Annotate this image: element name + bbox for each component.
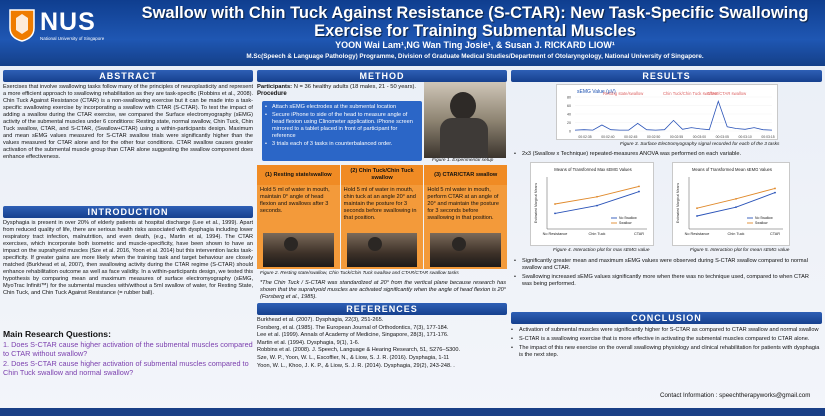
chart-annotation: Resting state/swallow	[603, 91, 644, 96]
participant-body-silhouette	[440, 118, 488, 158]
reference-item: Robbins et al. (2008). J. Speech, Language & Hearing Research, 51, S276–S300.	[257, 347, 461, 354]
mean-semg-chart	[672, 162, 790, 246]
condition-photo	[430, 233, 501, 267]
logo-subtitle: National University of Singapore	[40, 36, 105, 41]
condition-text: Hold 5 ml water in mouth, perform CTAR at an angle of 20° and maintain the posture for 3 seconds before swallowing in that position.	[427, 187, 499, 221]
x-tick-label: 00:03:05	[715, 135, 729, 139]
condition-photo	[263, 233, 334, 267]
procedure-item: • Secure iPhone to side of the head to measure angle of head flexion using Clinometer application. iPhone screen mirrored to a tablet placed in front of participant for reference	[272, 112, 418, 140]
condition-resting	[257, 165, 340, 269]
introduction-heading: INTRODUCTION	[3, 206, 253, 218]
chart-title: Means of Transformed Mean sEMG Values	[692, 167, 772, 172]
poster-header	[0, 0, 825, 66]
participants-text: N = 36 healthy adults (18 males, 21 - 50 years).	[292, 84, 417, 90]
y-tick-label: 80	[567, 95, 571, 100]
x-tick-label: 00:02:50	[647, 135, 661, 139]
conclusion-heading: CONCLUSION	[511, 312, 822, 324]
condition-text: Hold 5 ml of water in mouth, maintain 0° angle of head flexion and swallows after 3 seconds.	[260, 187, 330, 214]
reference-item: Forsberg, et al. (1985). The European Journal of Orthodontics, 7(3), 177-184.	[257, 324, 449, 331]
figure-4-caption: Figure 4. Interaction plot for max sEMG value	[553, 248, 650, 253]
condition-title: (2) Chin Tuck/Chin Tuck swallow	[341, 165, 424, 185]
x-tick-label: No Resistance	[684, 232, 710, 236]
y-tick-label: 0	[569, 129, 571, 134]
references-section	[257, 303, 507, 370]
series-line	[697, 193, 775, 216]
results-bullet: • Swallowing increased sEMG values significantly more when there was no technique used, compared to when CTAR was being performed.	[514, 274, 819, 288]
x-tick-label: 00:02:35	[578, 135, 592, 139]
research-questions-title: Main Research Questions:	[3, 329, 111, 339]
data-point	[735, 206, 737, 208]
y-tick-label: 40	[567, 112, 571, 117]
reference-item: Sze, W. P., Yoon, W. L., Escoffier, N., & Liow, S. J. R. (2016). Dysphagia, 1-11	[257, 354, 450, 361]
x-tick-label: Chin Tuck	[727, 232, 745, 236]
series-line	[555, 186, 639, 204]
mean-semg-svg	[673, 163, 791, 247]
introduction-text: Dysphagia is present in over 20% of elderly patients at hospital discharge (Lee et al., 1999). Apart from reduced quality of life, there are serious health risks associated with dysphagia including lower respiratory tract infection, malnutrition, and even death, (e.g., Martin et al, 1994). The CTAR exercises, which incorporate both isometric and muscle-specificity, have been shown to have an impact on the suprahyoid muscles (Sze et al. 2016, Yoon et al. 2014) but this intervention lacks task-specificity. If greater gains are more likely when the training task and target behaviour are closely matched (Burkhead et al, 2007), then swallowing activity during the CTAR regime (S-CTAR) should enhance rehabilitation outcome as well as face validity. In a within-participants design, we tested this hypothesis by comparing mean and maximum measures of surface electromyography (sEMG, MyoTrac Infiniti™) for the submental muscles with/without a 5ml swallow of water, for Resting State, Chin Tuck, and Chin Tuck Against Resistance (= rubber ball).	[3, 220, 253, 296]
chart-title: sEMG Value (µV)	[577, 89, 616, 95]
abstract-text: Exercises that involve swallowing tasks follow many of the principles of neuroplasticity and represent a more efficient approach to swallowing rehabilitation as they are task-specific (Robbins et al., 2008). Chin Tuck Against Resistance (CTAR) is a non-swallowing exercise but it can be made into a task-specific swallowing exercise by incorporating a swallow with CTAR (S-CTAR). To test the impact of adding a swallow during the CTAR exercise, we compared the Surface electromyography (sEMG) activity of the submental muscles under 6 conditions: Resting state, normal swallow, Chin Tuck, Chin Tuck swallow, CTAR, and S-CTAR, (Swallow+CTAR) using a within-participants design. Maximum and mean sEMG values measured for S-CTAR swallow trials were significantly higher than the values measured for CTAR alone and for the other four conditions. CTAR swallow causes greater activation of the submental muscle group than CTAR alone suggesting the swallow component does enhance effectiveness.	[3, 84, 253, 160]
reference-item: Yoon, W. L., Khoo, J. K. P., & Liow, S. J. R. (2014). Dysphagia, 29(2), 243-248. .	[257, 362, 455, 369]
data-point	[696, 207, 698, 209]
right-column	[511, 70, 822, 82]
footer-bar	[0, 408, 825, 416]
max-semg-svg	[531, 163, 655, 247]
legend-label: Swallow	[619, 221, 632, 225]
conclusion-bullets	[511, 327, 822, 359]
x-tick-label: Chin Tuck	[588, 232, 606, 236]
series-line	[555, 192, 639, 214]
legend-label: No Swallow	[755, 216, 773, 220]
research-question-1: 1. Does S-CTAR cause higher activation of the submental muscles compared to CTAR without swallow?	[3, 340, 253, 358]
data-point	[774, 192, 776, 194]
logo-text: NUS	[40, 8, 96, 36]
chart-annotation: Chin Tuck/Chin Tuck swallow	[663, 91, 718, 96]
research-questions	[3, 340, 253, 377]
method-heading: METHOD	[257, 70, 507, 82]
nus-logo	[8, 8, 123, 48]
x-tick-label: 00:03:10	[738, 135, 752, 139]
data-point	[774, 188, 776, 190]
x-tick-label: 00:03:00	[692, 135, 706, 139]
semg-signal-chart	[556, 84, 778, 140]
condition-chin-tuck	[341, 165, 424, 269]
max-semg-chart	[530, 162, 654, 246]
nus-crest-icon	[8, 8, 36, 42]
x-tick-label: 00:02:45	[624, 135, 638, 139]
x-tick-label: 00:03:15	[761, 135, 775, 139]
participants-label: Participants:	[257, 84, 293, 90]
y-axis-label: Estimated Marginal Means	[534, 182, 538, 224]
data-point	[554, 213, 556, 215]
references-heading: REFERENCES	[257, 303, 507, 315]
data-point	[596, 196, 598, 198]
reference-item: Burkhead et al. (2007). Dysphagia, 22(3), 251-265.	[257, 317, 384, 323]
references-list	[257, 317, 507, 370]
y-tick-label: 60	[567, 104, 571, 108]
procedure-item: • 3 trials each of 3 tasks in counterbalanced order.	[272, 141, 418, 148]
data-point	[638, 191, 640, 193]
conclusion-section	[511, 312, 822, 361]
figure-3-caption: Figure 3. Surface Electromyography signal recorded for each of the 3 tasks	[620, 142, 780, 147]
results-heading: RESULTS	[511, 70, 822, 82]
anova-note	[514, 151, 819, 160]
condition-ctar	[424, 165, 507, 269]
reference-item: Lee et al. (1999). Annals of Academy of Medicine, Singapore, 28(3), 171-176.	[257, 332, 449, 339]
conditions-grid	[257, 165, 507, 269]
procedure-label: Procedure	[257, 91, 287, 97]
contact-information: Contact Information : speechtherapyworks@gmail.com	[660, 392, 811, 399]
legend-label: Swallow	[755, 221, 768, 225]
condition-title: (3) CTAR/CTAR swallow	[424, 165, 507, 185]
poster-title	[140, 4, 810, 40]
conclusion-bullet: • S-CTAR is a swallowing exercise that is more effective in activating the submental muscles compared to CTAR alone.	[511, 336, 822, 343]
x-tick-label: CTAR	[633, 232, 645, 236]
condition-photo	[347, 233, 418, 267]
condition-text: Hold 5 ml of water in mouth, chin tuck at an angle 20° and maintain the posture for 3 seconds before swallowing in that position.	[343, 187, 417, 221]
chart-annotation: CTAR/CTAR swallow	[707, 91, 747, 96]
data-point	[554, 203, 556, 205]
x-tick-label: 00:02:40	[601, 135, 615, 139]
conclusion-bullet: • Activation of submental muscles were significantly higher for S-CTAR as compared to CTAR swallow and normal swallow	[511, 327, 822, 334]
data-point	[596, 205, 598, 207]
procedure-box	[262, 101, 422, 161]
x-tick-label: 00:02:55	[669, 135, 684, 139]
procedure-item: • Attach sEMG electrodes at the submental location	[272, 104, 418, 111]
legend-label: No Swallow	[619, 216, 637, 220]
x-tick-label: CTAR	[769, 232, 781, 236]
abstract-heading: ABSTRACT	[3, 70, 253, 82]
anova-item: • 2x3 (Swallow x Technique) repeated-measures ANOVA was performed on each variable.	[514, 151, 819, 158]
reference-item: Martin et al. (1994). Dysphagia, 9(1), 1-6.	[257, 339, 360, 346]
figure-5-caption: Figure 5. Interaction plot for mean sEMG value	[690, 248, 790, 253]
condition-title: (1) Resting state/swallow	[257, 165, 340, 185]
left-column	[3, 70, 253, 377]
data-point	[638, 185, 640, 187]
research-question-2: 2. Does S-CTAR cause higher activation of submental muscles compared to Chin Tuck swallow and normal swallow?	[3, 359, 249, 377]
y-axis-label: Estimated Marginal Means	[676, 182, 680, 224]
title-line-1: Swallow with Chin Tuck Against Resistance (S-CTAR): New Task-Specific Swallowing	[141, 4, 809, 22]
figure-1-caption: Figure 1. Experimental setup	[432, 158, 494, 163]
y-tick-label: 20	[567, 121, 571, 125]
x-tick-label: No Resistance	[542, 232, 568, 236]
figure-2-caption: Figure 2. Resting state/swallow, Chin Tuck/Chin Tuck swallow and CTAR/CTAR swallow tasks	[260, 271, 459, 276]
title-line-2: Exercise for Training Submental Muscles	[314, 22, 636, 40]
data-point	[735, 198, 737, 200]
participant-head-silhouette	[450, 92, 476, 120]
results-bullet: • Significantly greater mean and maximum sEMG values were observed during S-CTAR swallow compared to normal swallow and CTAR.	[514, 258, 819, 272]
conclusion-bullet: • The impact of this new exercise on the overall swallowing physiology and clinical rehabilitation for patients with dysphagia is the next step.	[511, 345, 822, 359]
results-bullets	[514, 258, 819, 290]
semg-signal-svg	[557, 85, 779, 141]
experimental-setup-photo	[424, 82, 506, 158]
chart-title: Means of Transformed Max sEMG Values	[554, 167, 632, 172]
authors: YOON Wai Lam¹,NG Wan Ting Josie¹, & Susan J. RICKARD LIOW¹	[335, 40, 615, 50]
standardization-note: *The Chin Tuck / S-CTAR was standardized at 20° from the vertical plane because research has shown that the suprahyoid muscles are activated significantly when the angle of head flexion is 20° (Forsberg et al., 1985).	[260, 280, 506, 300]
affiliation: M.Sc(Speech & Language Pathology) Programme, Division of Graduate Medical Studies/Department of Otolaryngology, National University of Singapore.	[246, 53, 704, 60]
data-point	[696, 215, 698, 217]
